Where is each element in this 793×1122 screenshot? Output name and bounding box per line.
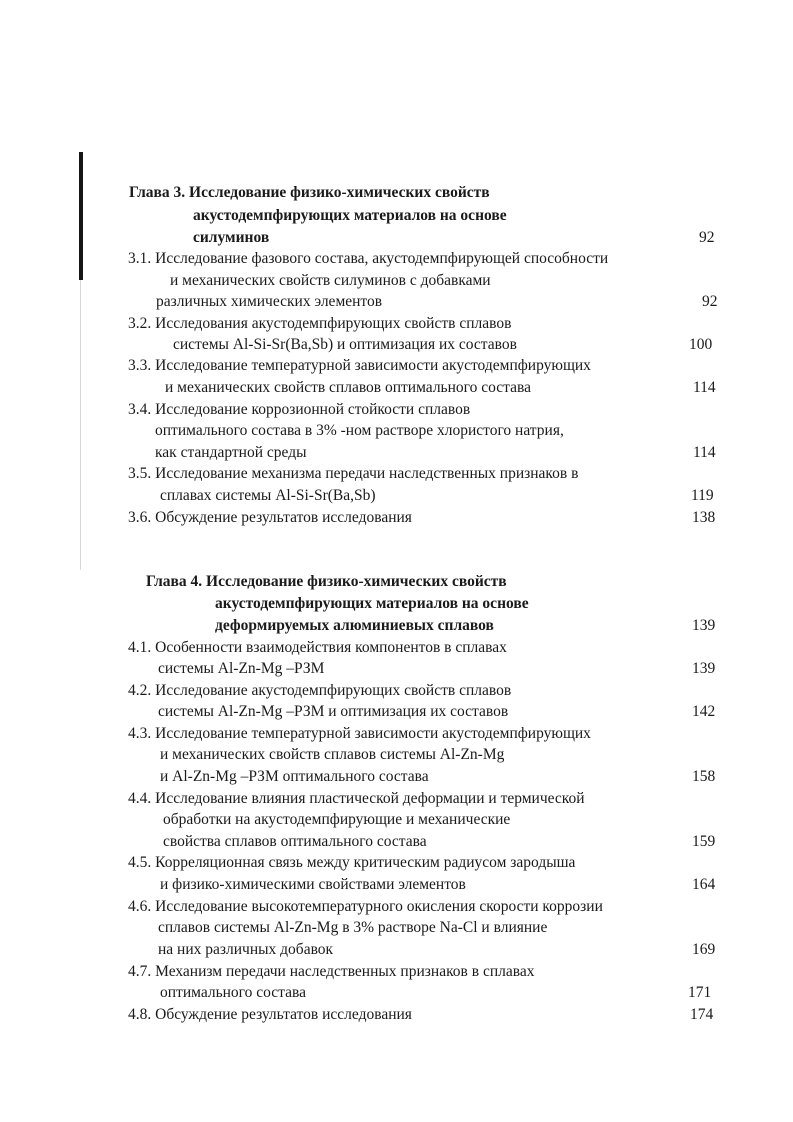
section-4-5-line-1: 4.5. Корреляционная связь между критическим радиусом зародыша: [128, 854, 576, 871]
section-4-5-page: 164: [692, 876, 716, 893]
section-4-7-line-2: оптимального состава: [160, 984, 307, 1001]
scan-edge-line: [80, 280, 81, 570]
section-3-4-page: 114: [693, 444, 716, 461]
chapter4-title-line-3: деформируемых алюминиевых сплавов: [215, 617, 494, 634]
chapter3-title-line-3: силуминов: [193, 229, 270, 246]
section-3-1-page: 92: [702, 293, 718, 310]
chapter4-title-line-1: Глава 4. Исследование физико-химических свойств: [146, 573, 507, 590]
section-3-5-line-2: сплавах системы Al-Si-Sr(Ba,Sb): [160, 487, 376, 504]
section-4-4-line-3: свойства сплавов оптимального состава: [163, 833, 427, 850]
section-4-4-line-1: 4.4. Исследование влияния пластической деформации и термической: [128, 790, 585, 807]
section-3-5-line-1: 3.5. Исследование механизма передачи наследственных признаков в: [128, 465, 579, 482]
scan-edge-mark: [79, 152, 83, 280]
section-3-2-line-1: 3.2. Исследования акустодемпфирующих свойств сплавов: [128, 315, 512, 332]
chapter3-title-line-1: Глава 3. Исследование физико-химических свойств: [129, 184, 490, 201]
section-4-6-page: 169: [692, 941, 716, 958]
section-3-2-line-2: системы Al-Si-Sr(Ba,Sb) и оптимизация их составов: [173, 336, 517, 353]
chapter4-page: 139: [692, 617, 716, 634]
section-4-4-line-2: обработки на акустодемпфирующие и механические: [163, 811, 511, 828]
section-3-5-page: 119: [691, 487, 714, 504]
section-4-8-line-1: 4.8. Обсуждение результатов исследования: [128, 1006, 412, 1023]
section-3-3-line-2: и механических свойств сплавов оптимального состава: [165, 379, 531, 396]
section-4-7-line-1: 4.7. Механизм передачи наследственных признаков в сплавах: [128, 963, 535, 980]
section-4-4-page: 159: [692, 833, 716, 850]
section-3-3-page: 114: [693, 379, 716, 396]
section-4-6-line-3: на них различных добавок: [158, 941, 334, 958]
section-3-1-line-3: различных химических элементов: [156, 293, 383, 310]
section-3-3-line-1: 3.3. Исследование температурной зависимости акустодемпфирующих: [128, 357, 591, 374]
section-3-6-page: 138: [692, 509, 716, 526]
section-4-1-line-1: 4.1. Особенности взаимодействия компонентов в сплавах: [128, 639, 507, 656]
section-4-1-line-2: системы Al-Zn-Mg –РЗМ: [158, 660, 325, 677]
section-4-8-page: 174: [690, 1006, 714, 1023]
section-3-1-line-1: 3.1. Исследование фазового состава, акустодемпфирующей способности: [128, 250, 609, 267]
section-3-4-line-2: оптимального состава в 3% -ном растворе хлористого натрия,: [155, 422, 564, 439]
chapter4-title-line-2: акустодемпфирующих материалов на основе: [215, 595, 529, 612]
section-3-2-page: 100: [689, 336, 713, 353]
section-3-6-line-1: 3.6. Обсуждение результатов исследования: [128, 509, 412, 526]
chapter3-title-line-2: акустодемпфирующих материалов на основе: [193, 207, 507, 224]
section-3-4-line-3: как стандартной среды: [155, 444, 307, 461]
section-4-2-page: 142: [692, 703, 716, 720]
section-4-3-page: 158: [692, 768, 716, 785]
chapter3-page: 92: [699, 229, 715, 246]
section-4-2-line-1: 4.2. Исследование акустодемпфирующих свойств сплавов: [128, 682, 512, 699]
section-4-3-line-2: и механических свойств сплавов системы Al-Zn-Mg: [160, 746, 505, 763]
section-3-4-line-1: 3.4. Исследование коррозионной стойкости сплавов: [128, 401, 471, 418]
section-4-3-line-3: и Al-Zn-Mg –РЗМ оптимального состава: [160, 768, 429, 785]
section-4-6-line-1: 4.6. Исследование высокотемпературного окисления скорости коррозии: [128, 898, 603, 915]
section-4-5-line-2: и физико-химическими свойствами элементов: [160, 876, 466, 893]
section-4-7-page: 171: [688, 984, 712, 1001]
section-4-3-line-1: 4.3. Исследование температурной зависимости акустодемпфирующих: [128, 725, 591, 742]
section-4-6-line-2: сплавов системы Al-Zn-Mg в 3% растворе Na-Cl и влияние: [158, 919, 548, 936]
section-4-1-page: 139: [692, 660, 716, 677]
section-3-1-line-2: и механических свойств силуминов с добавками: [170, 272, 491, 289]
section-4-2-line-2: системы Al-Zn-Mg –РЗМ и оптимизация их составов: [158, 703, 509, 720]
